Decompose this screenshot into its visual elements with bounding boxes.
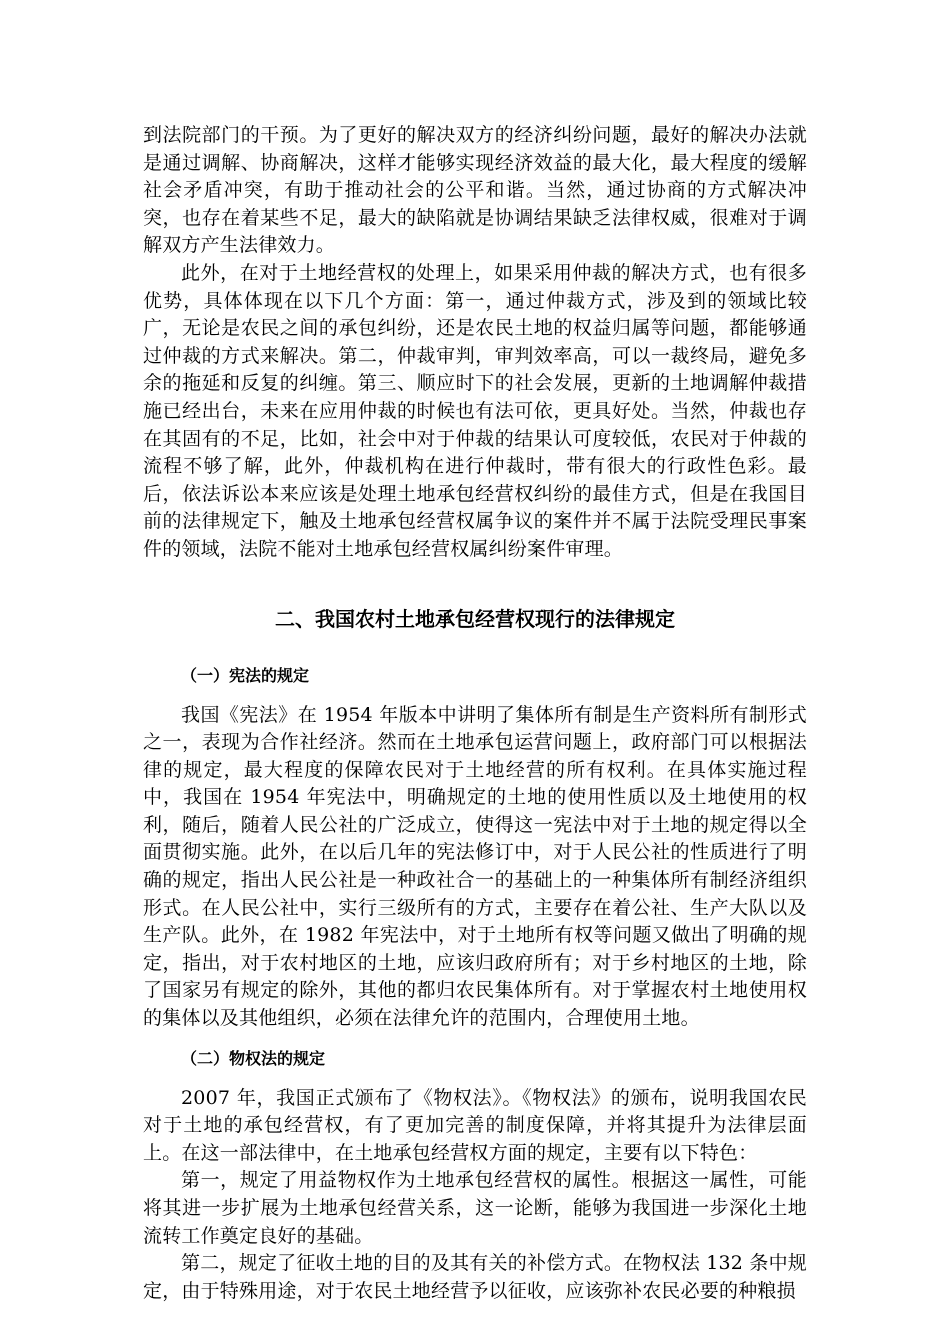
section-title: 二、我国农村土地承包经营权现行的法律规定 bbox=[275, 606, 675, 631]
intro-paragraph-2: 此外，在对于土地经营权的处理上，如果采用仲裁的解决方式，也有很多优势，具体体现在以下几个方面：第一，通过仲裁方式，涉及到的领域比较广，无论是农民之间的承包纠纷，还是农民土地的权益归属等问题，都能够通过仲裁的方式来解决。第二，仲裁审判，审判效率高，可以一裁终局，避免多余的拖延和反复的纠缠。第三、顺应时下的社会发展，更新的土地调解仲裁措施已经出台，未来在应用仲裁的时候也有法可依，更具好处。当然，仲裁也存在其固有的不足，比如，社会中对于仲裁的结果认可度较低，农民对于仲裁的流程不够了解，此外，仲裁机构在进行仲裁时，带有很大的行政性色彩。最后，依法诉讼本来应该是处理土地承包经营权纠纷的最佳方式，但是在我国目前的法律规定下，触及土地承包经营权属争议的案件并不属于法院受理民事案件的领域，法院不能对土地承包经营权属纠纷案件审理。 bbox=[143, 261, 807, 560]
subsection-title-constitution: （一）宪法的规定 bbox=[181, 665, 310, 685]
subsection-title-property-law: （二）物权法的规定 bbox=[181, 1048, 326, 1068]
intro-paragraph-1: 到法院部门的干预。为了更好的解决双方的经济纠纷问题，最好的解决办法就是通过调解、协商解决，这样才能够实现经济效益的最大化，最大程度的缓解社会矛盾冲突，有助于推动社会的公平和谐。当然，通过协商的方式解决冲突，也存在着某些不足，最大的缺陷就是协调结果缺乏法律权威，很难对于调解双方产生法律效力。 bbox=[143, 124, 807, 257]
constitution-paragraph-1: 我国《宪法》在 1954 年版本中讲明了集体所有制是生产资料所有制形式之一，表现为合作社经济。然而在土地承包运营问题上，政府部门可以根据法律的规定，最大程度的保障农民对于土地经营的所有权利。在具体实施过程中，我国在 1954 年宪法中，明确规定的土地的使用性质以及土地使用的权利，随后，随着人民公社的广泛成立，使得这一宪法中对于土地的规定得以全面贯彻实施。此外，在以后几年的宪法修订中，对于人民公社的性质进行了明确的规定，指出人民公社是一种政社合一的基础上的一种集体所有制经济组织形式。在人民公社中，实行三级所有的方式，主要存在着公社、生产大队以及生产队。此外，在 1982 年宪法中，对于土地所有权等问题又做出了明确的规定，指出，对于农村地区的土地，应该归政府所有；对于乡村地区的土地，除了国家另有规定的除外，其他的都归农民集体所有。对于掌握农村土地使用权的集体以及其他组织，必须在法律允许的范围内，合理使用土地。 bbox=[143, 703, 807, 1030]
property-law-paragraph-1: 2007 年，我国正式颁布了《物权法》。《物权法》的颁布，说明我国农民对于土地的承包经营权，有了更加完善的制度保障，并将其提升为法律层面上。在这一部法律中，在土地承包经营权方面的规定，主要有以下特色： bbox=[143, 1086, 807, 1164]
property-law-paragraph-3: 第二，规定了征收土地的目的及其有关的补偿方式。在物权法 132 条中规定，由于特殊用途，对于农民土地经营予以征收，应该弥补农民必要的种粮损 bbox=[143, 1252, 807, 1302]
property-law-paragraph-2: 第一，规定了用益物权作为土地承包经营权的属性。根据这一属性，可能将其进一步扩展为土地承包经营关系，这一论断，能够为我国进一步深化土地流转工作奠定良好的基础。 bbox=[143, 1169, 807, 1247]
document-page bbox=[143, 122, 807, 1305]
